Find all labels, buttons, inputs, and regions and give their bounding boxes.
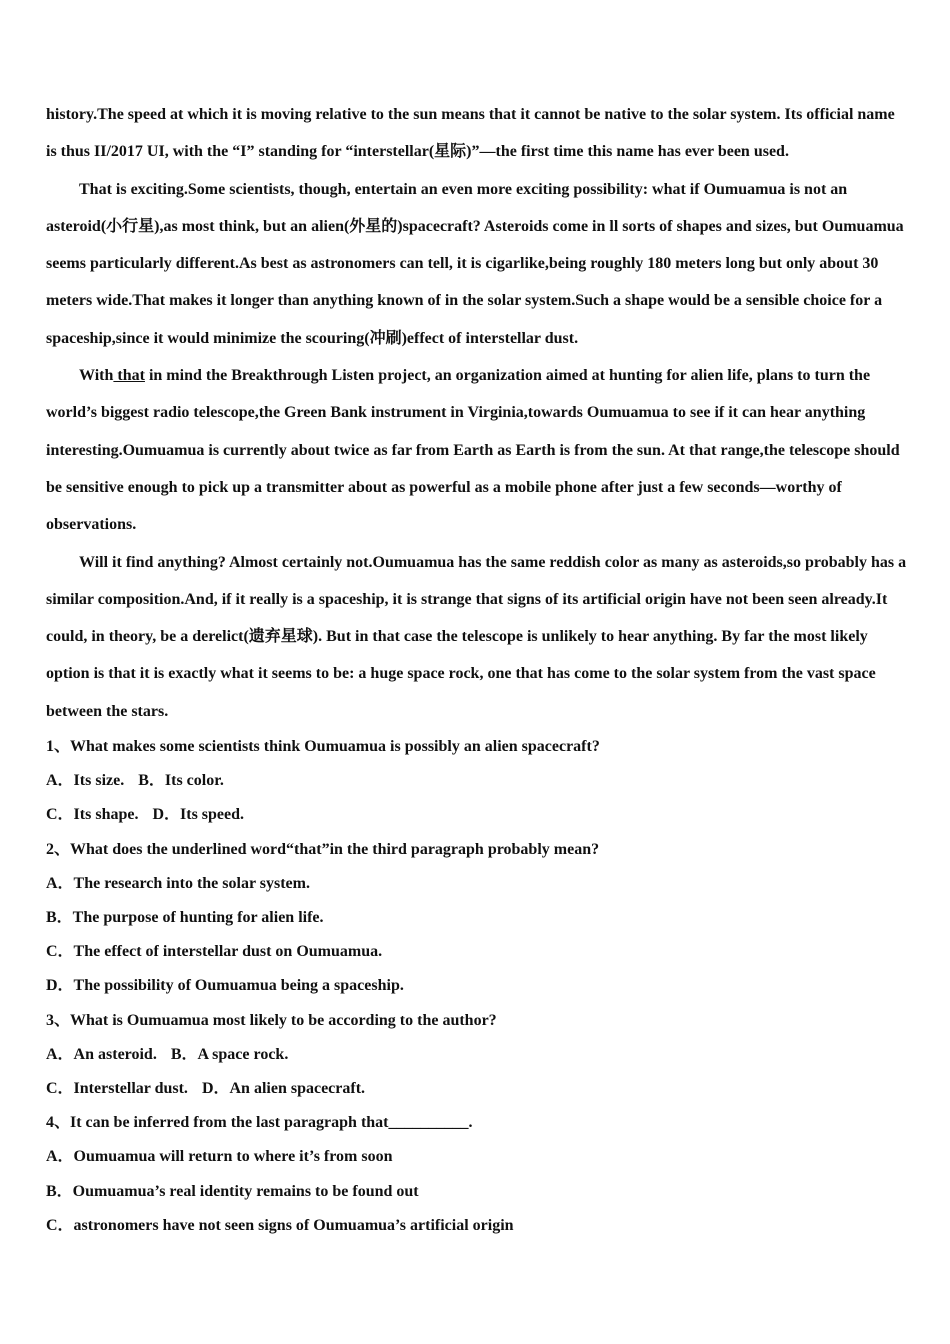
option-c[interactable]: C．The effect of interstellar dust on Oumuamua.: [46, 943, 383, 961]
option-row: [46, 1072, 908, 1106]
question-1: [46, 730, 908, 833]
option-a[interactable]: A．An asteroid.: [46, 1045, 157, 1063]
option-row: [46, 764, 908, 798]
question-stem: 2、What does the underlined word“that”in the third paragraph probably mean?: [46, 840, 600, 858]
option-b[interactable]: B．A space rock.: [170, 1045, 289, 1063]
option-d[interactable]: D．Its speed.: [152, 806, 245, 824]
paragraph-3-rest: in mind the Breakthrough Listen project, an organization aimed at hunting for alien life, plans to turn the world’s biggest radio telescope,the Green Bank instrument in Virginia,towards Oumuamua to see if it can hear anything interesting.Oumuamua is currently about twice as far from Earth as Earth is from the sun. At that range,the telescope should be sensitive enough to pick up a transmitter about as powerful as a mobile phone after just a few seconds—worthy of observations.: [46, 367, 900, 534]
question-stem: 4、It can be inferred from the last paragraph that__________.: [46, 1114, 473, 1132]
option-b[interactable]: B．The purpose of hunting for alien life.: [46, 909, 324, 927]
passage-paragraph-3: [46, 357, 908, 543]
option-b[interactable]: B．Oumuamua’s real identity remains to be found out: [46, 1182, 419, 1200]
option-row: [46, 798, 908, 832]
passage-paragraph-4: Will it find anything? Almost certainly not.Oumuamua has the same reddish color as many as asteroids,so probably has a similar composition.And, if it really is a spaceship, it is strange that signs of its artificial origin have not been seen already.It could, in theory, be a derelict(遗弃星球). But in that case the telescope is unlikely to hear anything. By far the most likely option is that it is exactly what it seems to be: a huge space rock, one that has come to the solar system from the vast space between the stars.: [46, 553, 907, 720]
option-c[interactable]: C．Its shape.: [46, 806, 139, 824]
question-4: [46, 1106, 908, 1243]
option-b[interactable]: B．Its color.: [138, 772, 224, 790]
passage-paragraph-1: history.The speed at which it is moving relative to the sun means that it cannot be native to the solar system. Its official name is thus II/2017 UI, with the “I” standing for “interstellar(星际)”—the first time this name has ever been used.: [46, 106, 895, 161]
question-2: [46, 833, 908, 1004]
passage-paragraph-2: That is exciting.Some scientists, though, entertain an even more exciting possibility: what if Oumuamua is not an asteroid(小行星),as most think, but an alien(外星的)spacecraft? Asteroids come in ll sorts of shapes and sizes, but Oumuamua seems particularly different.As best as astronomers can tell, it is cigarlike,being roughly 180 meters long but only about 30 meters wide.That makes it longer than anything known of in the solar system.Such a shape would be a sensible choice for a spaceship,since it would minimize the scouring(冲刷)effect of interstellar dust.: [46, 180, 904, 347]
question-stem: 3、What is Oumuamua most likely to be according to the author?: [46, 1011, 497, 1029]
question-stem: 1、What makes some scientists think Oumuamua is possibly an alien spacecraft?: [46, 738, 600, 756]
option-a[interactable]: A．Its size.: [46, 772, 125, 790]
option-row: [46, 1038, 908, 1072]
option-d[interactable]: D．The possibility of Oumuamua being a spaceship.: [46, 977, 404, 995]
document-page: [46, 96, 908, 1243]
option-a[interactable]: A．The research into the solar system.: [46, 874, 310, 892]
option-a[interactable]: A．Oumuamua will return to where it’s from soon: [46, 1148, 393, 1166]
underlined-word-that: that: [113, 367, 145, 385]
option-c[interactable]: C．astronomers have not seen signs of Oumuamua’s artificial origin: [46, 1216, 514, 1234]
paragraph-3-start: With: [79, 367, 114, 385]
question-3: [46, 1004, 908, 1107]
option-d[interactable]: D．An alien spacecraft.: [201, 1080, 366, 1098]
option-c[interactable]: C．Interstellar dust.: [46, 1080, 188, 1098]
